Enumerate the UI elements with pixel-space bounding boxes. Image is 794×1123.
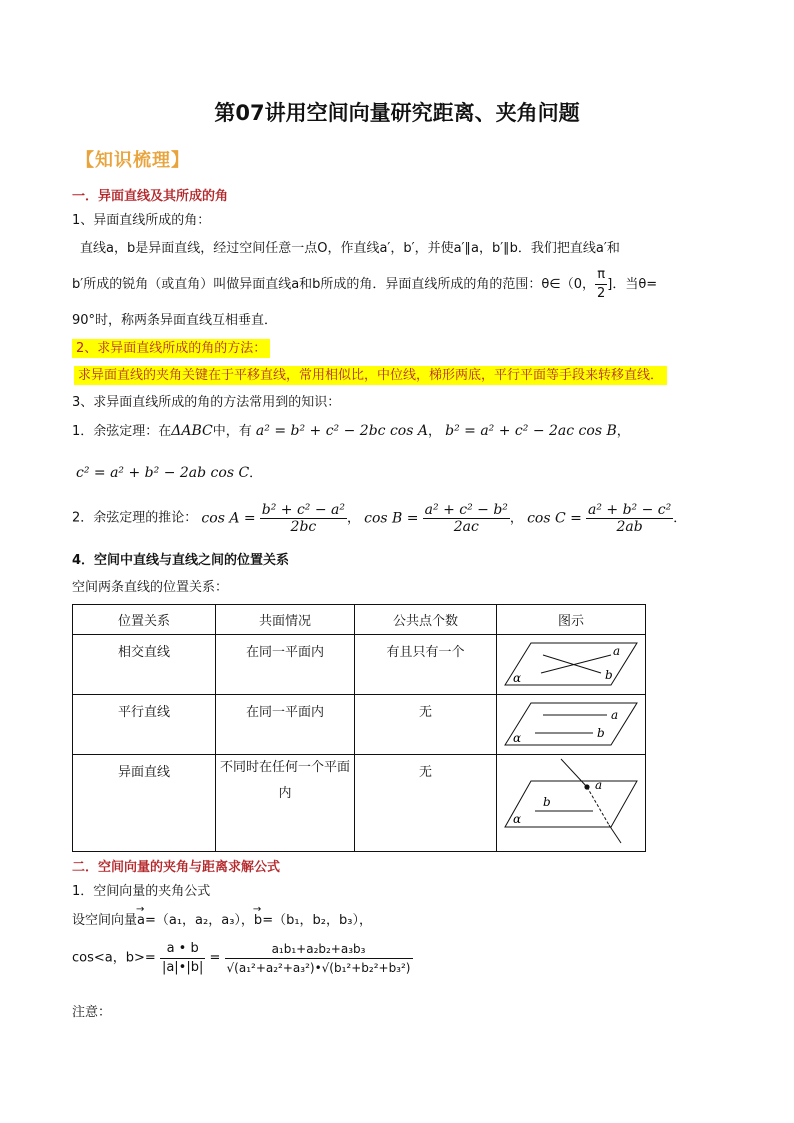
table-header: 位置关系 — [73, 605, 216, 635]
cosC-den: 2ab — [616, 519, 643, 535]
table-row — [73, 755, 646, 852]
cosine-law-label: 1．余弦定理：在 — [72, 424, 172, 439]
diagram-cell — [497, 635, 646, 695]
equation-c: c² = a² + b² − 2ab cos C — [76, 465, 250, 481]
section-2-heading: 二．空间向量的夹角与距离求解公式 — [72, 860, 281, 875]
cosA-den: 2bc — [290, 519, 317, 535]
cosB-num: a² + c² − b² — [424, 502, 508, 518]
cosC-fraction — [586, 502, 673, 535]
equation-b: b² = a² + c² − 2ac cos B — [445, 423, 617, 439]
paragraph: 3、求异面直线所成的角的方法常用到的知识： — [72, 395, 341, 410]
cosine-law-line-2: c² = a² + b² − 2ab cos C． — [76, 465, 263, 481]
highlight-heading — [72, 340, 270, 358]
angle-formula: cos<a，b>= $\frac{a • b}{|a|•|b|}$ = $\frac{\text{a₁b₁+a₂b₂+a₃b₃}}{\text{√(a₁²+a₂²+a₃²)•√(b₁²+b₂²+b₃²)}}$ — [72, 941, 411, 975]
equation-a: a² = b² + c² − 2bc cos A — [255, 423, 428, 439]
table-cell: 在同一平面内 — [216, 695, 355, 755]
corollary-label: 2．余弦定理的推论： — [72, 510, 198, 526]
vector-a-components: =（a₁，a₂，a₃）， — [144, 913, 254, 928]
skew-lines-diagram — [501, 757, 641, 849]
table-cell: 异面直线 — [73, 755, 216, 852]
table-cell: 无 — [355, 755, 497, 852]
cosB-den: 2ac — [453, 519, 479, 535]
highlight-text: 求异面直线的夹角关键在于平移直线，常用相似比，中位线，梯形两底，平行平面等手段来转移直线． — [74, 366, 667, 385]
vector-definition — [72, 912, 372, 930]
cosC-num: a² + b² − c² — [588, 502, 672, 518]
table-row — [73, 695, 646, 755]
position-relation-table — [72, 604, 646, 852]
table-header: 共面情况 — [216, 605, 355, 635]
diagram-cell — [497, 695, 646, 755]
cosB-lhs: cos B = — [364, 510, 419, 527]
paragraph: 空间两条直线的位置关系： — [72, 580, 229, 595]
vector-b-components: =（b₁，b₂，b₃）， — [262, 913, 372, 928]
paragraph: 1．空间向量的夹角公式 — [72, 884, 211, 899]
note-label: 注意： — [72, 1005, 112, 1020]
cosine-law-mid: 中，有 — [212, 424, 252, 439]
table-cell: 相交直线 — [73, 635, 216, 695]
label-b: b — [597, 726, 605, 740]
table-header: 公共点个数 — [355, 605, 497, 635]
range-text-end: ]．当θ= — [607, 277, 658, 292]
highlight-text: 2、求异面直线所成的角的方法： — [72, 339, 270, 358]
fraction-denominator: |a|•|b| — [161, 960, 204, 975]
section-1-heading: 一．异面直线及其所成的角 — [72, 189, 229, 204]
cosA-lhs: cos A = — [201, 510, 256, 527]
table-cell: 平行直线 — [73, 695, 216, 755]
dot-over-norms-fraction — [160, 940, 205, 977]
parallel-lines-diagram — [501, 697, 641, 751]
fraction-denominator: √(a₁²+a₂²+a₃²)•√(b₁²+b₂²+b₃²) — [226, 961, 411, 975]
paragraph-range — [72, 266, 657, 303]
table-cell: 在同一平面内 — [216, 635, 355, 695]
paragraph-heading: 4．空间中直线与直线之间的位置关系 — [72, 553, 290, 568]
pi-numerator: π — [595, 266, 607, 285]
table-cell: 有且只有一个 — [355, 635, 497, 695]
pi-denominator: 2 — [596, 286, 606, 301]
label-a: a — [611, 708, 619, 722]
corollary-line: 2．余弦定理的推论： cos A = $\frac{\text{b² + c² − a²}}{2bc}$ ， cos B = $\frac{\text{a² + c² − b²}}{2ac}$ ， cos C = $\frac{\text{a² + b² − c²}}{2ab}$ ． — [72, 502, 687, 535]
cosC-lhs: cos C = — [527, 510, 582, 527]
intersecting-lines-diagram — [501, 637, 641, 691]
cosine-law-line: 1．余弦定理：在ΔABC中，有 a² = b² + c² − 2bc cos A， b² = a² + c² − 2ac cos B， — [72, 423, 630, 439]
vector-b: → b — [254, 912, 262, 930]
table-header: 图示 — [497, 605, 646, 635]
label-alpha: α — [513, 812, 522, 826]
paragraph: 1、异面直线所成的角： — [72, 213, 211, 228]
vector-a: → a — [137, 912, 145, 930]
cosB-fraction — [423, 502, 510, 535]
label-alpha: α — [513, 671, 522, 685]
diagram-cell — [497, 755, 646, 852]
table-cell: 无 — [355, 695, 497, 755]
cosA-num: b² + c² − a² — [261, 502, 346, 518]
knowledge-header: 【知识梳理】 — [76, 150, 190, 171]
vector-def-prefix: 设空间向量 — [72, 913, 138, 928]
table-header-row — [73, 605, 646, 635]
highlight-paragraph — [74, 367, 667, 385]
range-text: b′所成的锐角（或直角）叫做异面直线a和b所成的角．异面直线所成的角的范围：θ∈（0， — [72, 277, 595, 292]
table-row — [73, 635, 646, 695]
table-cell: 不同时在任何一个平面内 — [216, 755, 355, 852]
cos-vectors: a，b — [104, 950, 134, 966]
label-a: a — [595, 778, 603, 792]
cos-close: >= — [134, 950, 156, 966]
triangle-symbol: ΔABC — [171, 423, 213, 439]
label-a: a — [613, 644, 621, 658]
cos-lhs: cos< — [72, 950, 105, 966]
paragraph: 直线a，b是异面直线，经过空间任意一点O，作直线a′，b′，并使a′∥a，b′∥b．我们把直线a′和 — [80, 241, 620, 256]
paragraph: 90°时，称两条异面直线互相垂直． — [72, 313, 278, 328]
label-b: b — [605, 668, 613, 682]
label-alpha: α — [513, 731, 522, 745]
fraction-numerator: a • b — [160, 940, 205, 959]
fraction-numerator: a₁b₁+a₂b₂+a₃b₃ — [225, 940, 413, 959]
page-title: 第07讲用空间向量研究距离、夹角问题 — [214, 101, 580, 125]
component-fraction — [225, 940, 413, 977]
label-b: b — [543, 795, 551, 809]
cosA-fraction — [260, 502, 347, 535]
